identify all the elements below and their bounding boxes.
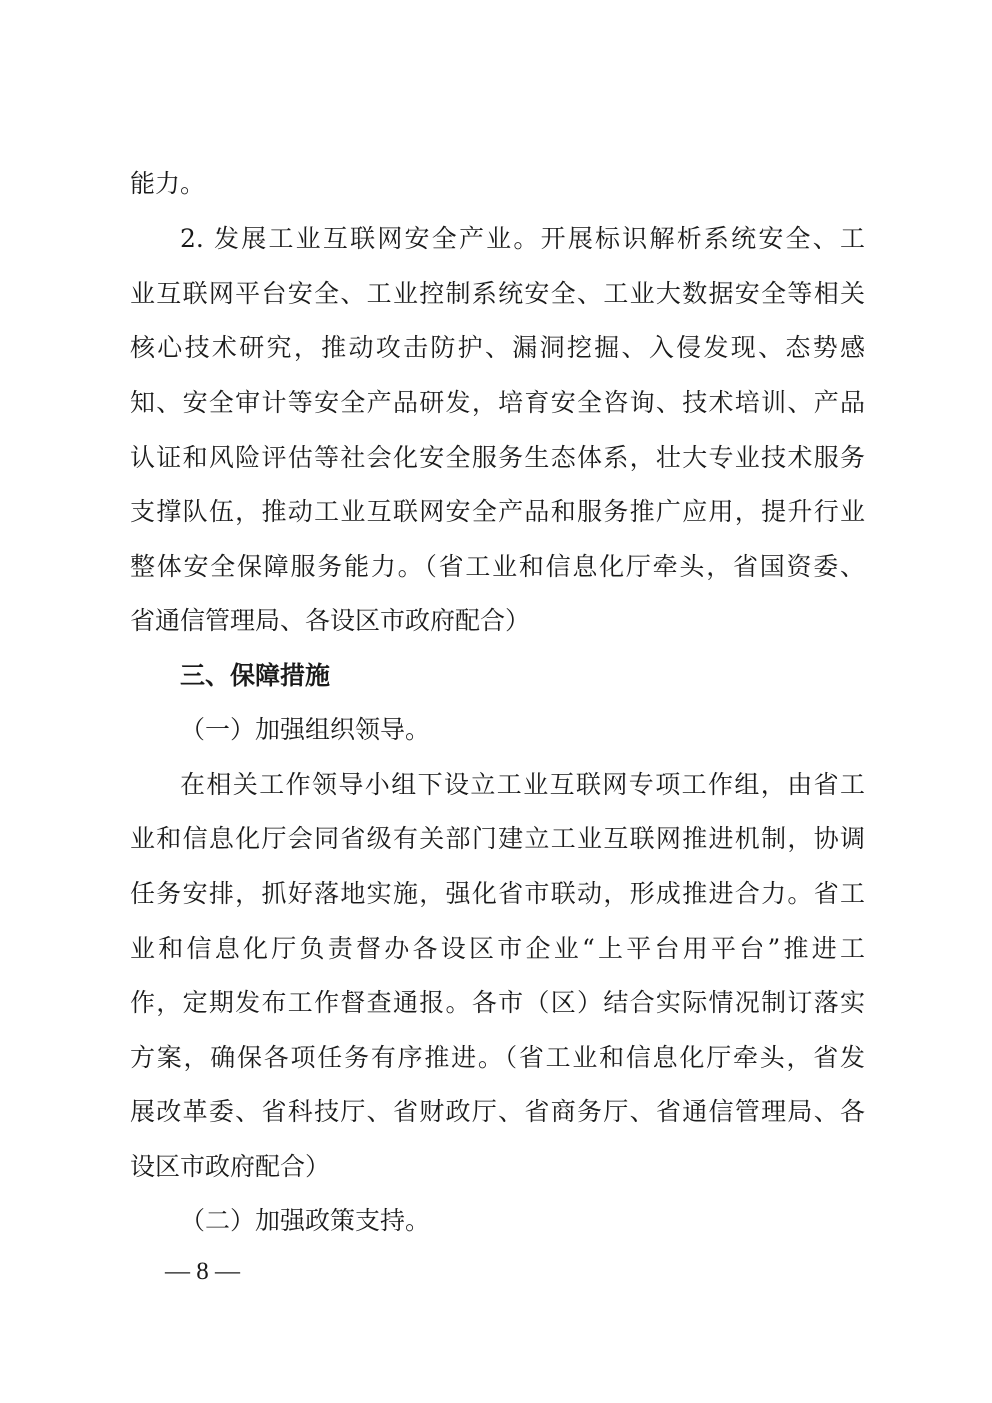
text-line-4: 核心技术研究，推动攻击防护、漏洞挖掘、入侵发现、态势感 — [130, 333, 865, 362]
text-line-13: 业和信息化厅会同省级有关部门建立工业互联网推进机制，协调 — [130, 824, 865, 853]
subsection-heading-1: （一）加强组织领导。 — [180, 715, 431, 744]
text-line-8: 整体安全保障服务能力。（省工业和信息化厅牵头，省国资委、 — [130, 552, 865, 581]
text-line-3: 业互联网平台安全、工业控制系统安全、工业大数据安全等相关 — [130, 279, 865, 308]
text-line-1: 能力。 — [130, 169, 206, 198]
text-line-16: 作，定期发布工作督查通报。各市（区）结合实际情况制订落实 — [130, 988, 865, 1017]
text-line-5: 知、安全审计等安全产品研发，培育安全咨询、技术培训、产品 — [130, 388, 865, 417]
text-line-17: 方案，确保各项任务有序推进。（省工业和信息化厅牵头，省发 — [130, 1043, 865, 1072]
text-line-9: 省通信管理局、各设区市政府配合） — [130, 606, 531, 635]
text-line-19: 设区市政府配合） — [130, 1152, 331, 1181]
text-line-12: 在相关工作领导小组下设立工业互联网专项工作组，由省工 — [180, 770, 865, 799]
page-number: — 8 — — [165, 1258, 240, 1285]
subsection-heading-2: （二）加强政策支持。 — [180, 1206, 431, 1235]
text-line-14: 任务安排，抓好落地实施，强化省市联动，形成推进合力。省工 — [130, 879, 865, 908]
text-line-15: 业和信息化厅负责督办各设区市企业“上平台用平台”推进工 — [130, 934, 865, 963]
text-line-7: 支撑队伍，推动工业互联网安全产品和服务推广应用，提升行业 — [130, 497, 865, 526]
text-line-2: 2. 发展工业互联网安全产业。开展标识解析系统安全、工 — [180, 224, 865, 253]
text-line-18: 展改革委、省科技厅、省财政厅、省商务厅、省通信管理局、各 — [130, 1097, 865, 1126]
text-line-6: 认证和风险评估等社会化安全服务生态体系，壮大专业技术服务 — [130, 443, 865, 472]
section-heading: 三、保障措施 — [180, 661, 331, 690]
